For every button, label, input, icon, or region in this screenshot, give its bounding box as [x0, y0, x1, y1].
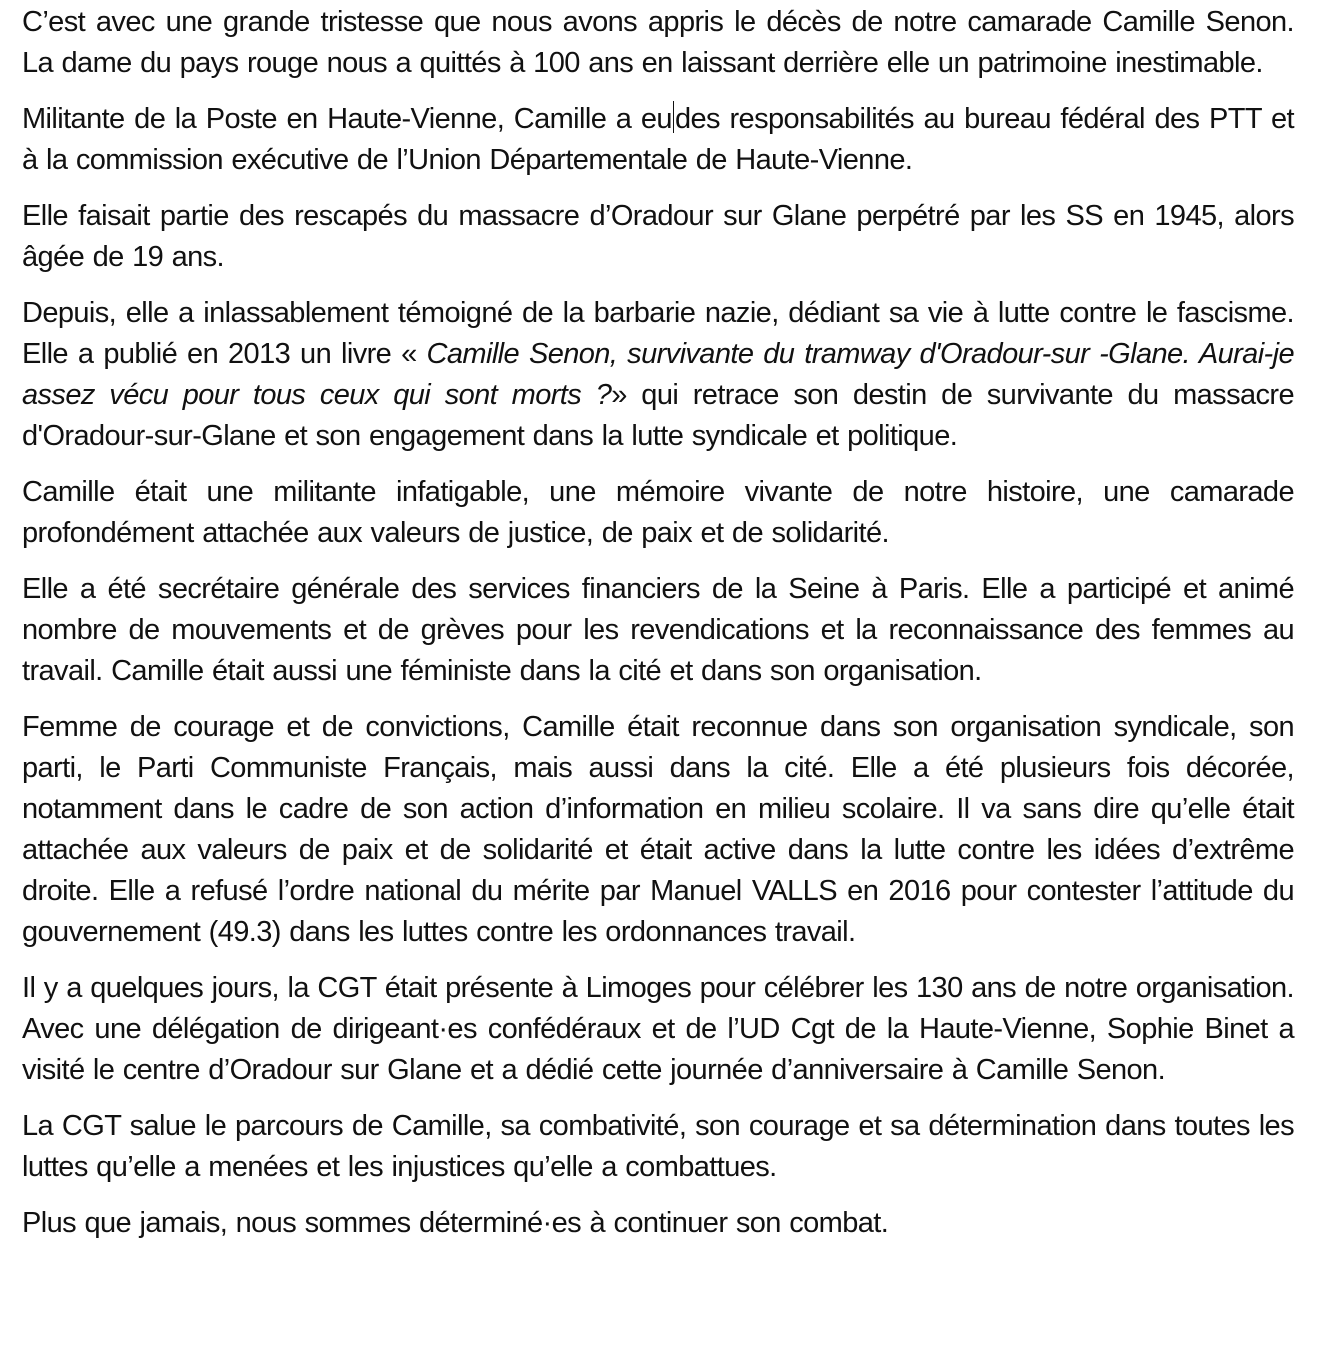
- paragraph-cgt-tribute: La CGT salue le parcours de Camille, sa combativité, son courage et sa détermination dans toutes les luttes qu’elle a menées et les injustices qu’elle a combattues.: [22, 1110, 1294, 1183]
- book-title: Camille Senon, survivante du tramway d'Oradour-sur -Glane. Aurai-je assez vécu pour tous ceux qui sont morts ?: [22, 338, 1294, 411]
- paragraph-announcement: C’est avec une grande tristesse que nous avons appris le décès de notre camarade Camille Senon. La dame du pays rouge nous a quittés à 100 ans en laissant derrière elle un patrimoine inestimable.: [22, 6, 1294, 79]
- text-cursor: [673, 101, 674, 133]
- paragraph-closing: Plus que jamais, nous sommes déterminé·es à continuer son combat.: [22, 1207, 889, 1239]
- paragraph-general-secretary: Elle a été secrétaire générale des services financiers de la Seine à Paris. Elle a participé et animé nombre de mouvements et de grèves pour les revendications et la reconnaissance des femmes au travail. Camille était aussi une féministe dans la cité et dans son organisation.: [22, 573, 1294, 687]
- paragraph-tireless-activist: Camille était une militante infatigable, une mémoire vivante de notre histoire, une camarade profondément attachée aux valeurs de justice, de paix et de solidarité.: [22, 476, 1294, 549]
- document-body[interactable]: [22, 2, 1294, 1259]
- paragraph-testimony-tail: » qui retrace son destin de survivante du massacre d'Oradour-sur-Glane et son engagement dans la lutte syndicale et politique.: [22, 379, 1294, 452]
- paragraph-testimony-lead: Depuis, elle a inlassablement témoigné de la barbarie nazie, dédiant sa vie à lutte contre le fascisme. Elle a publié en 2013 un livre «: [22, 297, 1294, 370]
- paragraph-career-text-before-cursor: Militante de la Poste en Haute-Vienne, Camille a eu: [22, 103, 672, 135]
- paragraph-career-text-after-cursor: des responsabilités au bureau fédéral des PTT et à la commission exécutive de l’Union Départementale de Haute-Vienne.: [22, 103, 1295, 176]
- paragraph-testimony: [22, 293, 1294, 457]
- paragraph-career: [22, 99, 1294, 181]
- paragraph-courage-convictions: Femme de courage et de convictions, Camille était reconnue dans son organisation syndicale, son parti, le Parti Communiste Français, mais aussi dans la cité. Elle a été plusieurs fois décorée, notamment dans le cadre de son action d’information en milieu scolaire. Il va sans dire qu’elle était attachée aux valeurs de paix et de solidarité et était active dans la lutte contre les idées d’extrême droite. Elle a refusé l’ordre national du mérite par Manuel VALLS en 2016 pour contester l’attitude du gouvernement (49.3) dans les luttes contre les ordonnances travail.: [22, 711, 1294, 948]
- paragraph-cgt-anniversary: Il y a quelques jours, la CGT était présente à Limoges pour célébrer les 130 ans de notre organisation. Avec une délégation de dirigeant·es confédéraux et de l’UD Cgt de la Haute-Vienne, Sophie Binet a visité le centre d’Oradour sur Glane et a dédié cette journée d’anniversaire à Camille Senon.: [22, 972, 1294, 1086]
- paragraph-oradour-survivor: Elle faisait partie des rescapés du massacre d’Oradour sur Glane perpétré par les SS en 1945, alors âgée de 19 ans.: [22, 200, 1294, 273]
